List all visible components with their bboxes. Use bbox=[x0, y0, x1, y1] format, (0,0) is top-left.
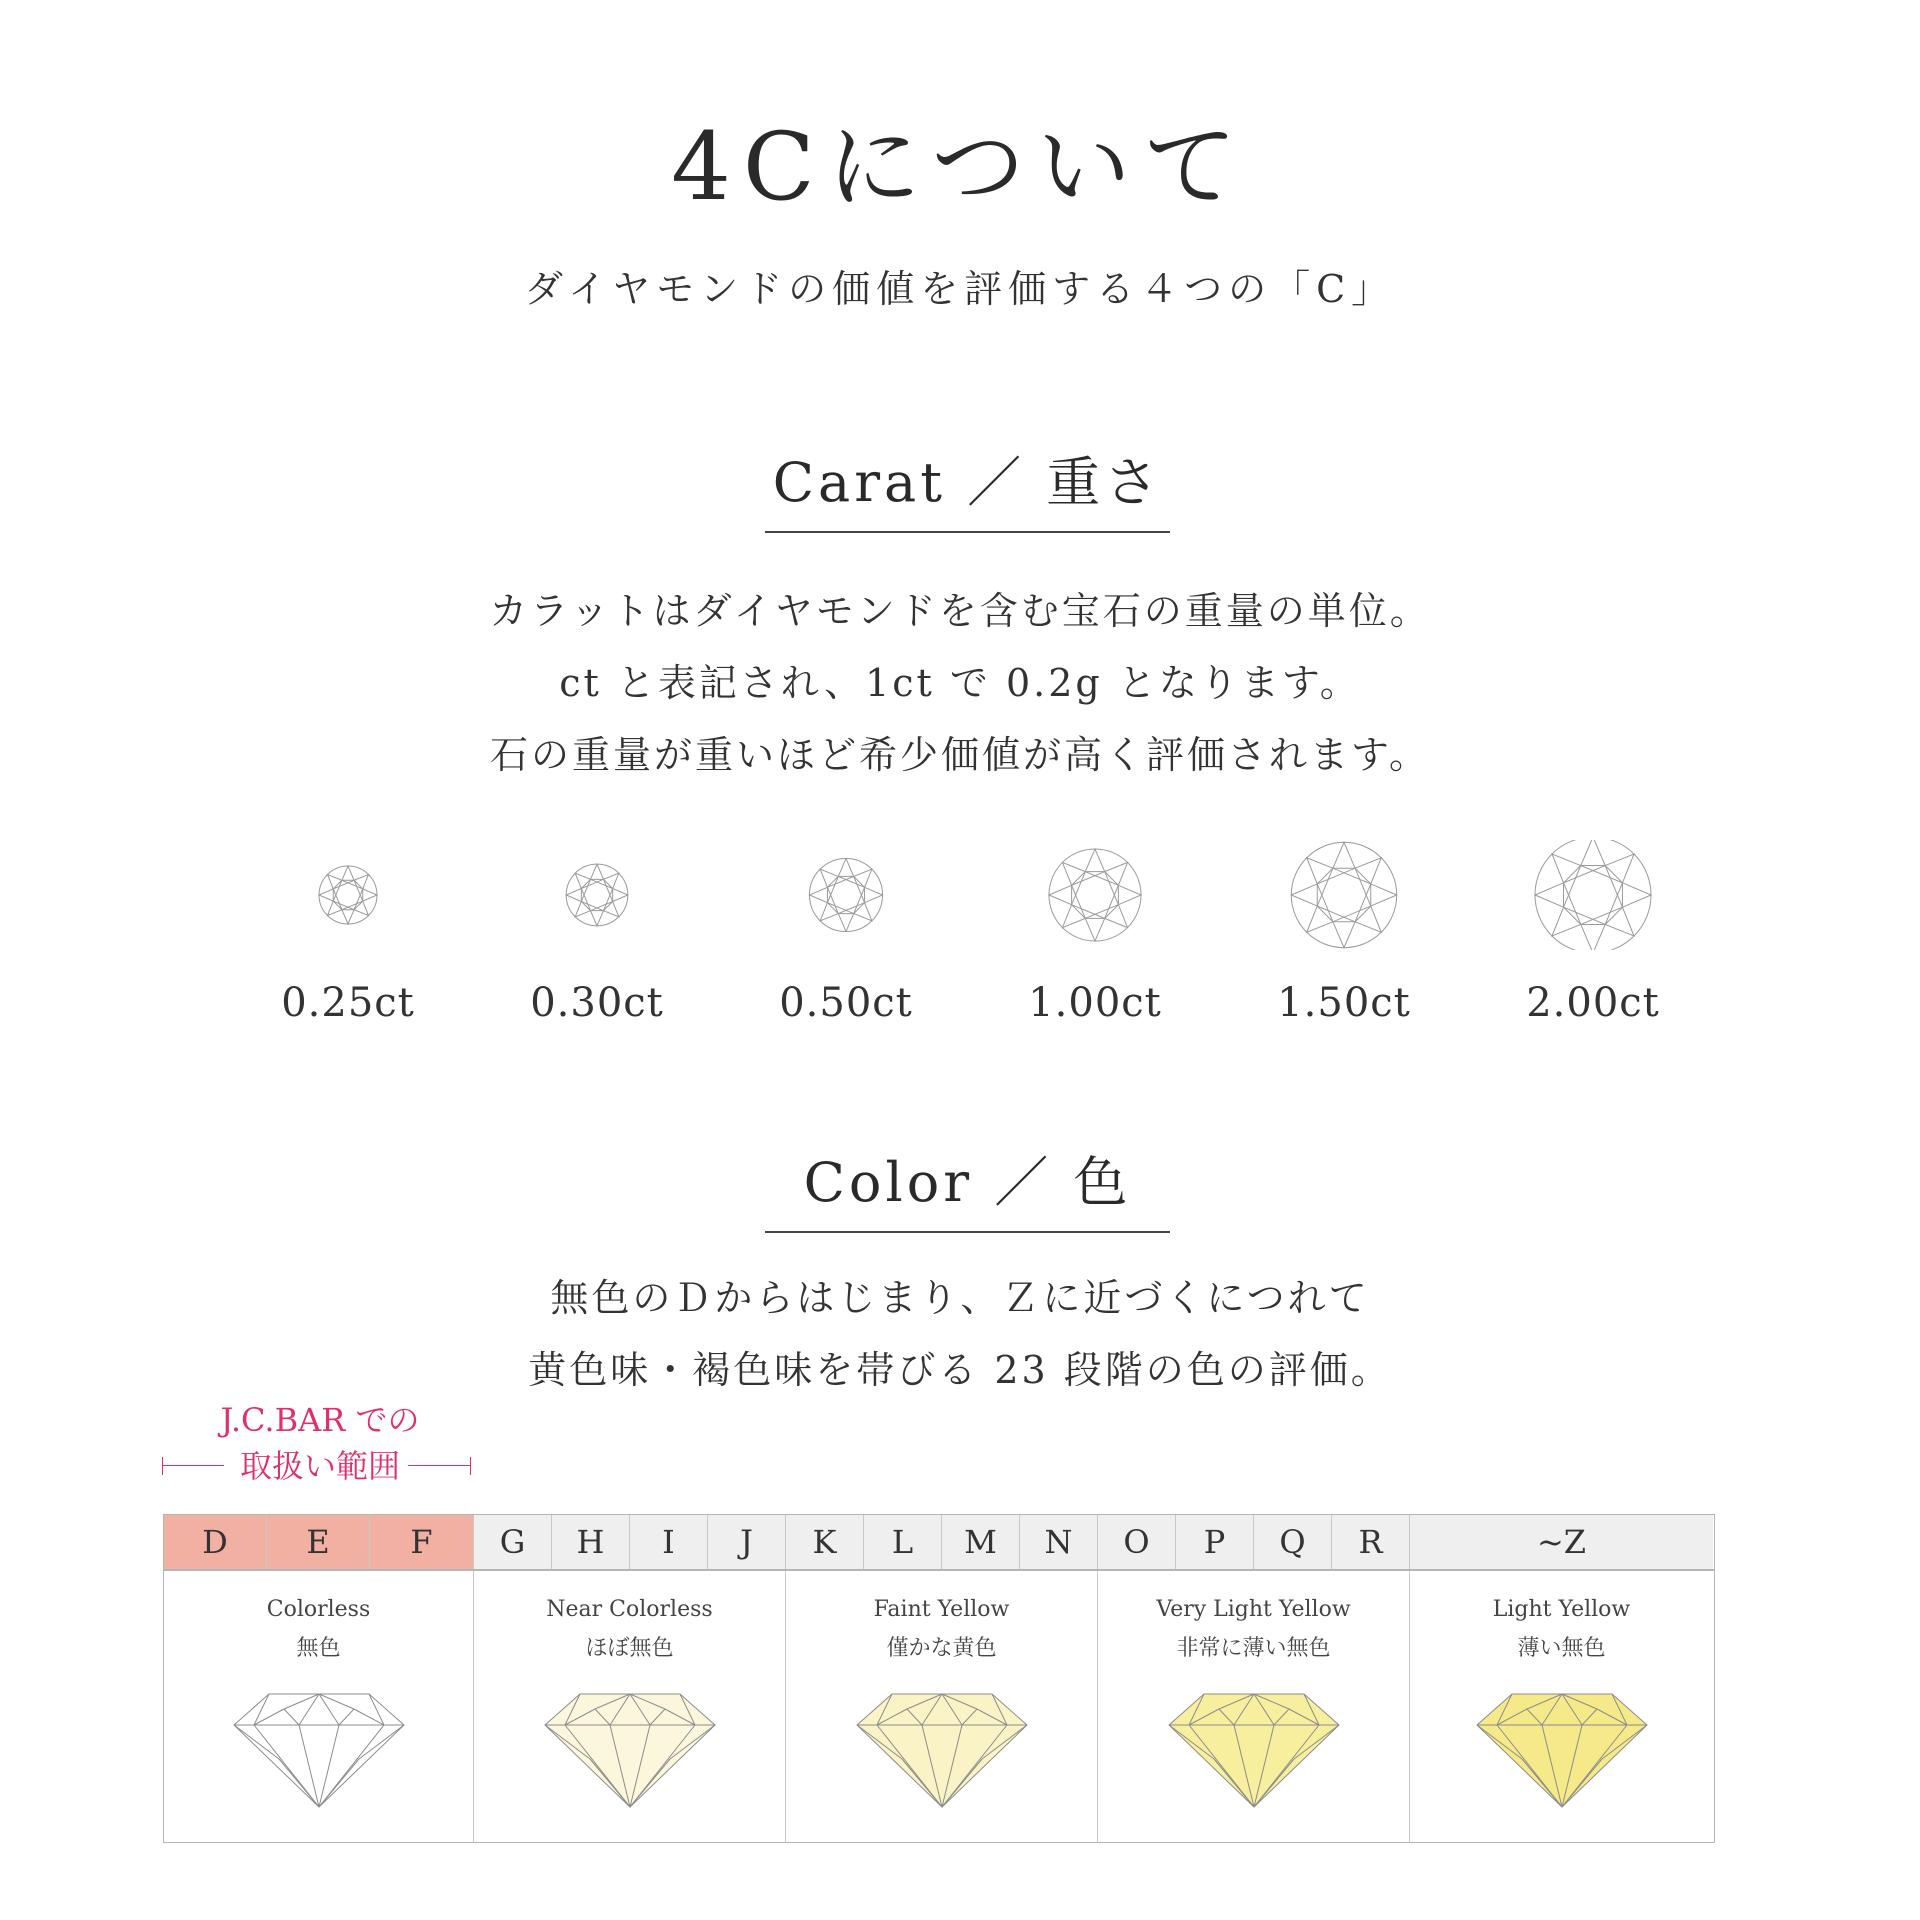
group-japanese-label: 僅かな黄色 bbox=[886, 1636, 997, 1661]
color-description-line: 無色のＤからはじまり、Ｚに近づくにつれて bbox=[550, 1276, 1370, 1320]
group-english-label: Very Light Yellow bbox=[1156, 1597, 1351, 1622]
diamond-top-icon bbox=[248, 840, 448, 950]
diamond-top-icon bbox=[1244, 840, 1444, 950]
group-english-label: Light Yellow bbox=[1492, 1597, 1631, 1622]
carat-size-item bbox=[248, 840, 448, 1090]
color-group-faint-yellow bbox=[786, 1571, 1098, 1842]
color-section-title: Color ／ 色 bbox=[765, 1140, 1170, 1233]
group-english-label: Faint Yellow bbox=[873, 1597, 1010, 1622]
grade-cell: N bbox=[1020, 1515, 1098, 1569]
diamond-top-icon bbox=[1493, 840, 1693, 950]
bracket-line bbox=[162, 1465, 224, 1466]
carat-description-line: ct と表記され、1ct で 0.2g となります。 bbox=[559, 661, 1361, 705]
carat-size-label: 2.00ct bbox=[1526, 980, 1660, 1026]
group-english-label: Colorless bbox=[266, 1597, 371, 1622]
jcbar-note-line: 取扱い範囲 bbox=[239, 1447, 400, 1485]
group-english-label: Near Colorless bbox=[546, 1597, 713, 1622]
grade-cell: F bbox=[370, 1515, 474, 1569]
group-japanese-label: 非常に薄い無色 bbox=[1176, 1636, 1331, 1661]
grade-cell: E bbox=[267, 1515, 370, 1569]
carat-size-item bbox=[497, 840, 697, 1090]
carat-size-label: 0.50ct bbox=[779, 980, 913, 1026]
carat-size-label: 1.00ct bbox=[1028, 980, 1162, 1026]
diamond-top-icon bbox=[497, 840, 697, 950]
group-japanese-label: ほぼ無色 bbox=[585, 1636, 674, 1661]
carat-size-item bbox=[995, 840, 1195, 1090]
jcbar-range-note bbox=[160, 1395, 480, 1487]
color-group-near-colorless bbox=[474, 1571, 786, 1842]
bracket-tick bbox=[162, 1457, 163, 1475]
carat-size-label: 1.50ct bbox=[1277, 980, 1411, 1026]
grade-cell: R bbox=[1332, 1515, 1410, 1569]
grade-cell: D bbox=[164, 1515, 267, 1569]
carat-size-label: 0.30ct bbox=[530, 980, 664, 1026]
color-grade-table bbox=[163, 1514, 1715, 1843]
diamond-top-icon bbox=[995, 840, 1195, 950]
group-japanese-label: 薄い無色 bbox=[1517, 1636, 1606, 1661]
color-group-light-yellow bbox=[1410, 1571, 1713, 1842]
carat-size-label: 0.25ct bbox=[281, 980, 415, 1026]
carat-description-line: カラットはダイヤモンドを含む宝石の重量の単位。 bbox=[489, 589, 1431, 633]
grade-cell: O bbox=[1098, 1515, 1176, 1569]
grade-cell: M bbox=[942, 1515, 1020, 1569]
grade-cell: H bbox=[552, 1515, 630, 1569]
carat-size-item bbox=[1244, 840, 1444, 1090]
color-group-colorless bbox=[164, 1571, 474, 1842]
grade-cell: Q bbox=[1254, 1515, 1332, 1569]
grade-cell: G bbox=[474, 1515, 552, 1569]
page-title: 4Cについて bbox=[671, 113, 1249, 222]
carat-description bbox=[0, 575, 1920, 791]
jcbar-range-bracket bbox=[160, 1441, 480, 1487]
page-subtitle: ダイヤモンドの価値を評価する４つの「C」 bbox=[524, 267, 1396, 311]
grade-cell: L bbox=[864, 1515, 942, 1569]
carat-description-line: 石の重量が重いほど希少価値が高く評価されます。 bbox=[490, 733, 1430, 777]
carat-size-item bbox=[746, 840, 946, 1090]
bracket-tick bbox=[470, 1457, 471, 1475]
jcbar-note-line: J.C.BAR での bbox=[220, 1401, 420, 1439]
grade-cell: ~Z bbox=[1410, 1515, 1713, 1569]
group-japanese-label: 無色 bbox=[296, 1636, 341, 1661]
diamond-side-icon bbox=[1467, 1689, 1657, 1809]
diamond-top-icon bbox=[746, 840, 946, 950]
diamond-side-icon bbox=[1159, 1689, 1349, 1809]
grade-cell: J bbox=[708, 1515, 786, 1569]
color-description bbox=[0, 1262, 1920, 1406]
color-description-line: 黄色味・褐色味を帯びる 23 段階の色の評価。 bbox=[528, 1348, 1392, 1392]
grade-cell: P bbox=[1176, 1515, 1254, 1569]
diamond-side-icon bbox=[535, 1689, 725, 1809]
bracket-line bbox=[408, 1465, 470, 1466]
diamond-side-icon bbox=[224, 1689, 414, 1809]
diamond-side-icon bbox=[847, 1689, 1037, 1809]
carat-section-title: Carat ／ 重さ bbox=[765, 440, 1170, 533]
grade-cell: K bbox=[786, 1515, 864, 1569]
color-group-very-light-yellow bbox=[1098, 1571, 1410, 1842]
carat-size-item bbox=[1493, 840, 1693, 1090]
grade-cell: I bbox=[630, 1515, 708, 1569]
